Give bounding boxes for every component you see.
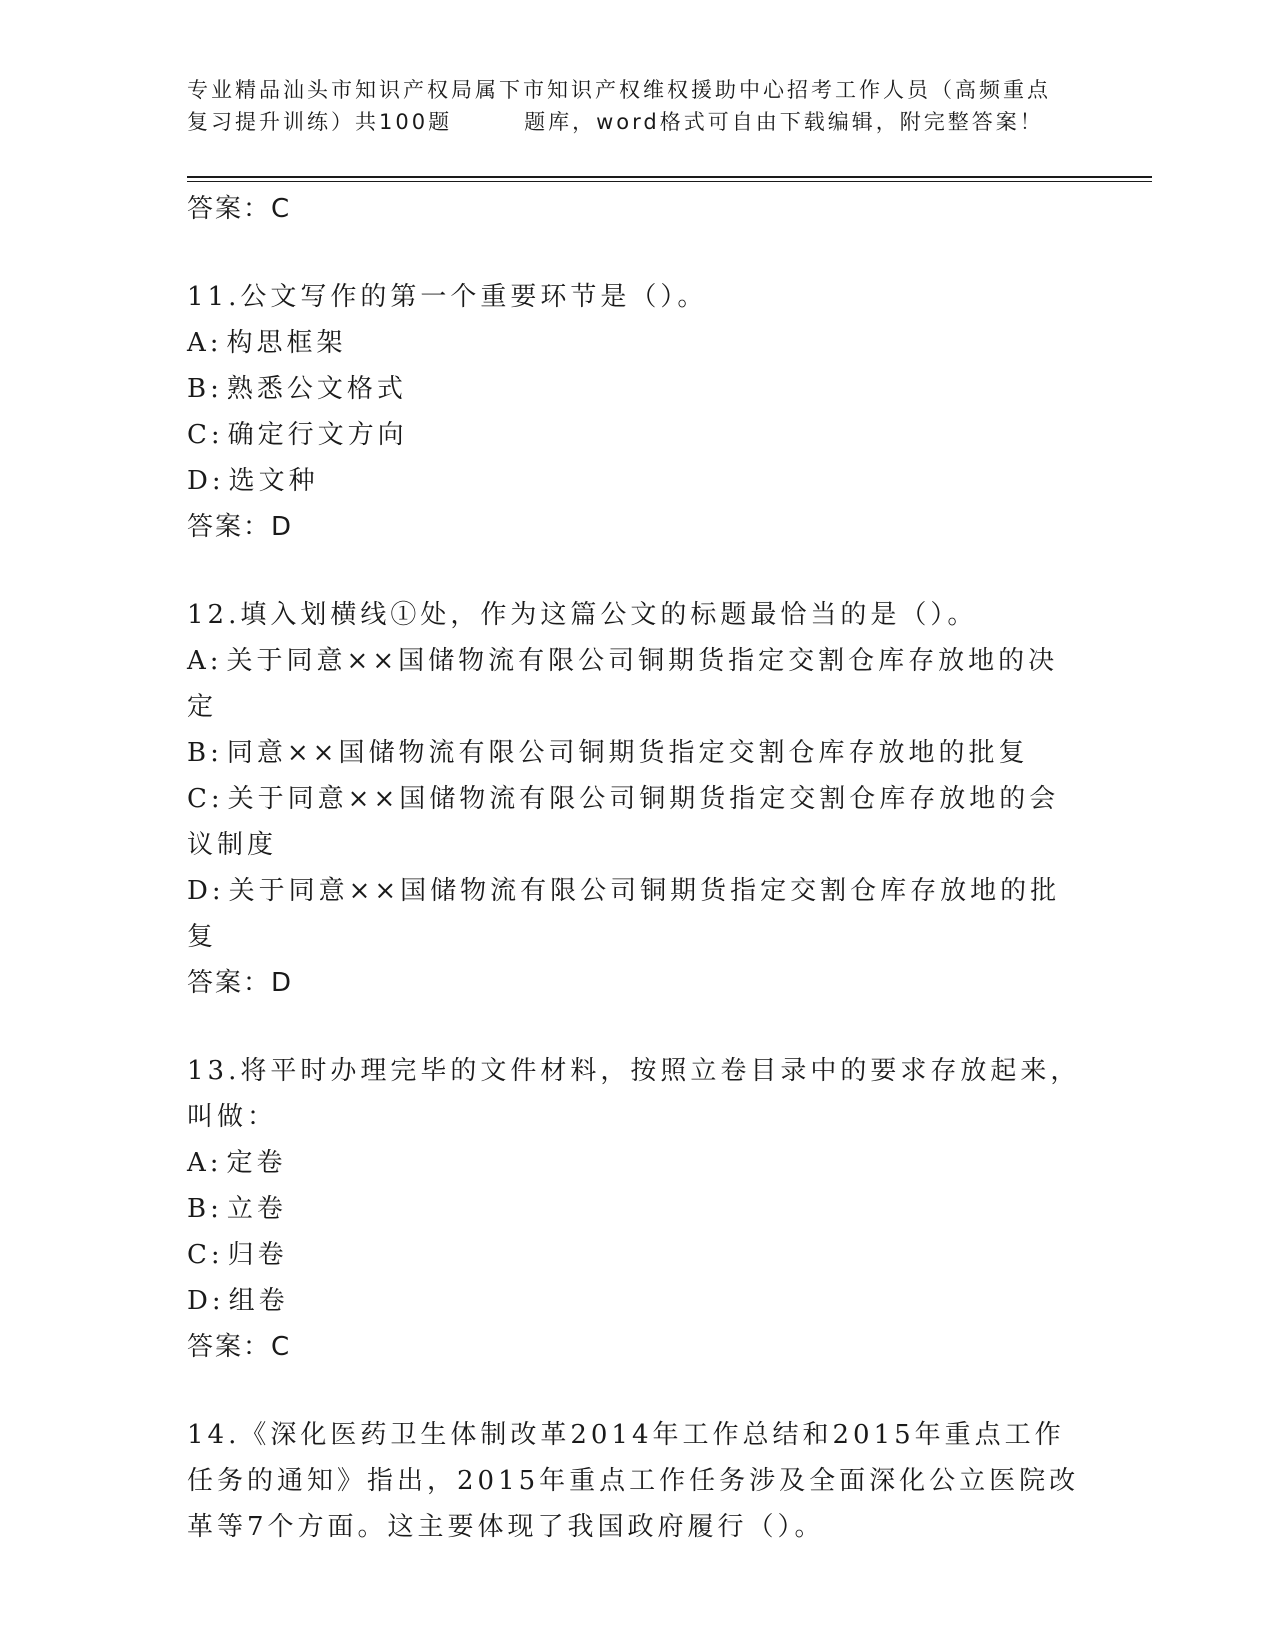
option-letter: D: bbox=[187, 1286, 225, 1316]
option-letter: B: bbox=[187, 1194, 223, 1224]
option-text: 构思框架 bbox=[226, 328, 347, 358]
header-line-2-left: 复习提升训练）共100题 bbox=[187, 110, 453, 134]
answer: 答案：D bbox=[187, 512, 294, 542]
header-rule-thick bbox=[187, 176, 1152, 178]
option-letter: B: bbox=[187, 738, 223, 768]
answer: 答案：C bbox=[187, 1332, 292, 1362]
option-d bbox=[187, 868, 1087, 960]
option-a bbox=[187, 1140, 1087, 1186]
option-text: 选文种 bbox=[228, 466, 319, 496]
option-letter: D: bbox=[187, 876, 225, 906]
question-list bbox=[187, 186, 1087, 1550]
option-text: 立卷 bbox=[226, 1194, 287, 1224]
option-letter: A: bbox=[187, 328, 223, 358]
question-stem: 14.《深化医药卫生体制改革2014年工作总结和2015年重点工作任务的通知》指出，2015年重点工作任务涉及全面深化公立医院改革等7个方面。这主要体现了我国政府履行（）。 bbox=[187, 1420, 1080, 1542]
question-11 bbox=[187, 274, 1087, 550]
question-stem: 13.将平时办理完毕的文件材料，按照立卷目录中的要求存放起来，叫做： bbox=[187, 1056, 1081, 1132]
option-a bbox=[187, 638, 1087, 730]
option-d bbox=[187, 1278, 1087, 1324]
option-text: 熟悉公文格式 bbox=[226, 374, 407, 404]
option-text: 定卷 bbox=[226, 1148, 287, 1178]
question-14 bbox=[187, 1412, 1087, 1550]
option-c bbox=[187, 776, 1087, 868]
question-13 bbox=[187, 1048, 1087, 1370]
option-text: 归卷 bbox=[227, 1240, 288, 1270]
option-c bbox=[187, 1232, 1087, 1278]
question-12 bbox=[187, 592, 1087, 1006]
option-b bbox=[187, 366, 1087, 412]
option-letter: C: bbox=[187, 784, 224, 814]
option-letter: B: bbox=[187, 374, 223, 404]
page-header bbox=[187, 74, 1087, 138]
header-line-2 bbox=[187, 106, 1087, 138]
header-line-2-right: 题库，word格式可自由下载编辑，附完整答案！ bbox=[524, 110, 1044, 134]
question-stem: 12.填入划横线①处，作为这篇公文的标题最恰当的是（）。 bbox=[187, 600, 978, 630]
option-letter: A: bbox=[187, 1148, 223, 1178]
option-text: 关于同意××国储物流有限公司铜期货指定交割仓库存放地的决定 bbox=[187, 646, 1059, 722]
option-letter: D: bbox=[187, 466, 225, 496]
header-rule-thin bbox=[187, 181, 1152, 182]
option-letter: A: bbox=[187, 646, 223, 676]
option-b bbox=[187, 730, 1087, 776]
question-stem: 11.公文写作的第一个重要环节是（）。 bbox=[187, 282, 708, 312]
option-c bbox=[187, 412, 1087, 458]
option-letter: C: bbox=[187, 420, 224, 450]
answer: 答案：D bbox=[187, 968, 294, 998]
option-d bbox=[187, 458, 1087, 504]
option-text: 关于同意××国储物流有限公司铜期货指定交割仓库存放地的会议制度 bbox=[187, 784, 1060, 860]
option-b bbox=[187, 1186, 1087, 1232]
option-a bbox=[187, 320, 1087, 366]
option-text: 确定行文方向 bbox=[227, 420, 408, 450]
header-line-1: 专业精品汕头市知识产权局属下市知识产权维权援助中心招考工作人员（高频重点 bbox=[187, 78, 1051, 102]
previous-answer: 答案：C bbox=[187, 194, 292, 224]
option-text: 组卷 bbox=[228, 1286, 289, 1316]
option-letter: C: bbox=[187, 1240, 224, 1270]
option-text: 同意××国储物流有限公司铜期货指定交割仓库存放地的批复 bbox=[226, 738, 1029, 768]
option-text: 关于同意××国储物流有限公司铜期货指定交割仓库存放地的批复 bbox=[187, 876, 1061, 952]
